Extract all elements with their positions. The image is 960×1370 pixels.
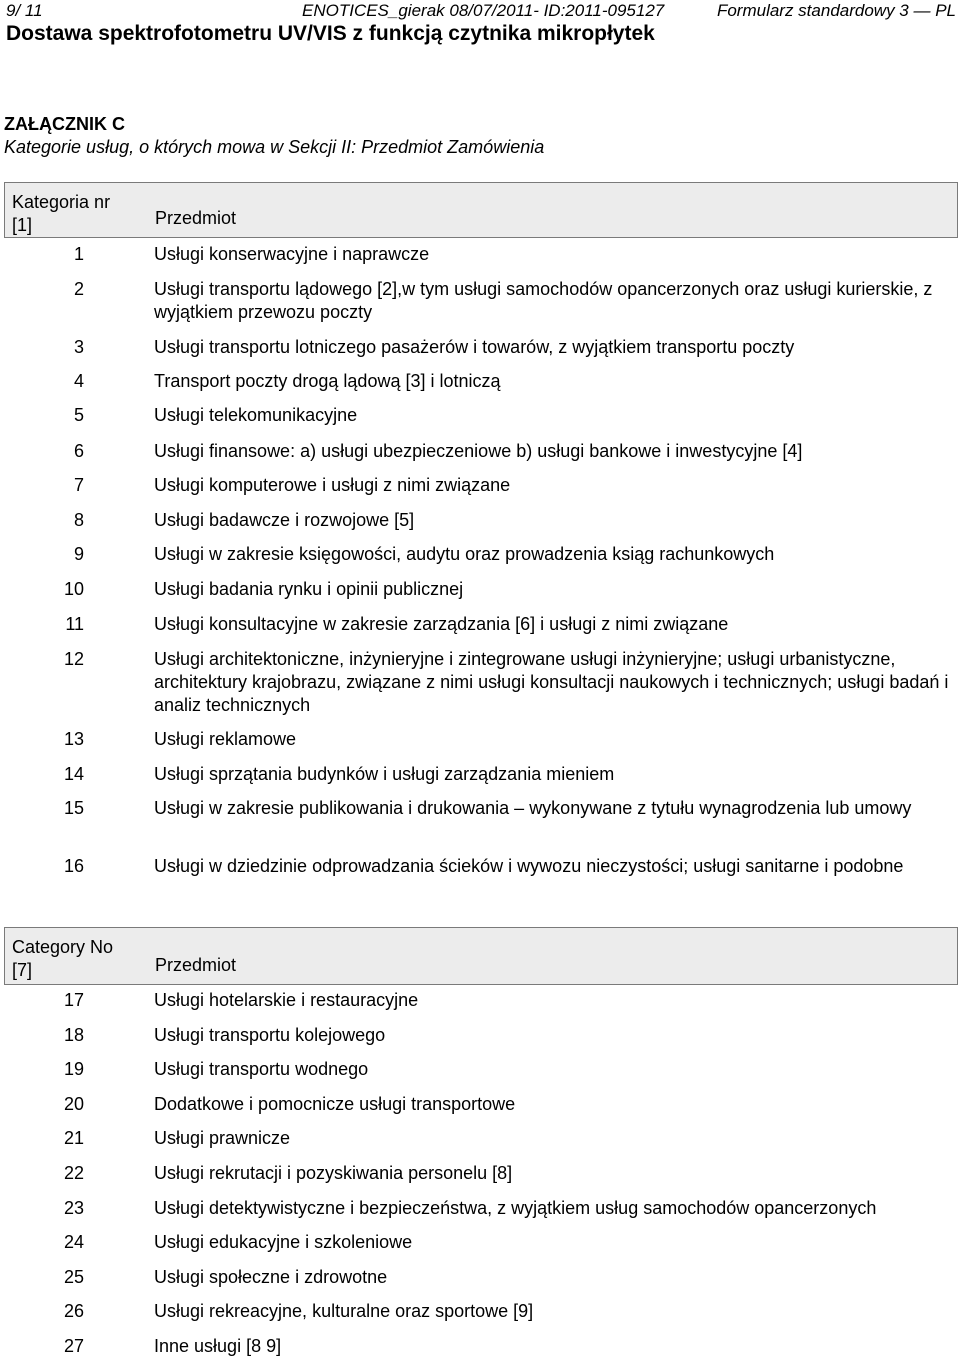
category-number: 6 bbox=[73, 441, 84, 461]
category-number: 18 bbox=[63, 1025, 84, 1045]
subject-header: Przedmiot bbox=[155, 208, 237, 228]
category-description: Usługi w dziedzinie odprowadzania ścieków i wywozu nieczystości; usługi sanitarne i podobne bbox=[154, 856, 904, 876]
category-description: Usługi transportu lotniczego pasażerów i towarów, z wyjątkiem transportu poczty bbox=[154, 337, 795, 357]
category-number: 12 bbox=[63, 649, 84, 669]
form-name: Formularz standardowy 3 — PL bbox=[716, 1, 956, 20]
category-number: 1 bbox=[73, 244, 84, 264]
category-number-header bbox=[5, 183, 145, 237]
page-header bbox=[6, 0, 956, 22]
category-description: Usługi transportu lądowego [2],w tym usługi samochodów opancerzonych oraz usługi kurierskie, z wyjątkiem przewozu poczty bbox=[154, 279, 933, 322]
category-description: Usługi detektywistyczne i bezpieczeństwa, z wyjątkiem usług samochodów opancerzonych bbox=[154, 1198, 877, 1218]
category-number: 8 bbox=[73, 510, 84, 530]
category-description: Usługi w zakresie publikowania i drukowania – wykonywane z tytułu wynagrodzenia lub umowy bbox=[154, 798, 912, 818]
category-description: Usługi finansowe: a) usługi ubezpieczeniowe b) usługi bankowe i inwestycyjne [4] bbox=[154, 441, 803, 461]
category-number: 23 bbox=[63, 1198, 84, 1218]
category-number: 14 bbox=[63, 764, 84, 784]
category-number: 16 bbox=[63, 856, 84, 876]
category-description: Usługi architektoniczne, inżynieryjne i zintegrowane usługi inżynieryjne; usługi urbanistyczne, architektury krajobrazu, związane z nimi usługi konsultacji naukowych i technicznych; usługi badań i analiz technicznych bbox=[154, 649, 949, 715]
category-description: Usługi edukacyjne i szkoleniowe bbox=[154, 1232, 413, 1252]
page-number: 9/ 11 bbox=[6, 1, 43, 20]
category-number: 9 bbox=[73, 544, 84, 564]
category-number: 21 bbox=[63, 1128, 84, 1148]
category-description: Dodatkowe i pomocnicze usługi transportowe bbox=[154, 1094, 516, 1114]
category-header-line1: Category No bbox=[12, 937, 114, 957]
category-description: Usługi transportu wodnego bbox=[154, 1059, 369, 1079]
category-description: Usługi prawnicze bbox=[154, 1128, 291, 1148]
category-number: 13 bbox=[63, 729, 84, 749]
subject-header: Przedmiot bbox=[155, 955, 237, 975]
category-description: Usługi sprzątania budynków i usługi zarządzania mieniem bbox=[154, 764, 615, 784]
category-number: 17 bbox=[63, 990, 84, 1010]
category-header-line1: Kategoria nr bbox=[12, 192, 111, 212]
category-number: 10 bbox=[63, 579, 84, 599]
category-description: Usługi rekrutacji i pozyskiwania personelu [8] bbox=[154, 1163, 513, 1183]
service-categories-table-1 bbox=[4, 182, 958, 876]
notice-id: ENOTICES_gierak 08/07/2011- ID:2011-095127 bbox=[302, 1, 665, 20]
table-header bbox=[4, 182, 958, 238]
category-number: 19 bbox=[63, 1059, 84, 1079]
category-number: 11 bbox=[65, 614, 84, 634]
category-header-line2: [1] bbox=[12, 215, 33, 235]
category-description: Usługi w zakresie księgowości, audytu oraz prowadzenia ksiąg rachunkowych bbox=[154, 544, 775, 564]
service-categories-table-2 bbox=[4, 927, 958, 1356]
category-description: Transport poczty drogą lądową [3] i lotniczą bbox=[154, 371, 501, 391]
category-description: Usługi komputerowe i usługi z nimi związane bbox=[154, 475, 511, 495]
category-description: Usługi badawcze i rozwojowe [5] bbox=[154, 510, 415, 530]
category-number: 24 bbox=[63, 1232, 84, 1252]
category-description: Usługi rekreacyjne, kulturalne oraz sportowe [9] bbox=[154, 1301, 534, 1321]
document-title: Dostawa spektrofotometru UV/VIS z funkcją czytnika mikropłytek bbox=[6, 22, 655, 45]
annex-subtitle: Kategorie usług, o których mowa w Sekcji II: Przedmiot Zamówienia bbox=[4, 137, 545, 157]
category-number: 4 bbox=[73, 371, 84, 391]
category-description: Usługi badania rynku i opinii publicznej bbox=[154, 579, 464, 599]
annex-title: ZAŁĄCZNIK C bbox=[4, 114, 125, 134]
category-number: 7 bbox=[73, 475, 84, 495]
category-description: Inne usługi [8 9] bbox=[154, 1336, 282, 1356]
category-description: Usługi konserwacyjne i naprawcze bbox=[154, 244, 430, 264]
category-number-header bbox=[5, 928, 145, 982]
category-description: Usługi społeczne i zdrowotne bbox=[154, 1267, 388, 1287]
table-header bbox=[4, 927, 958, 985]
category-description: Usługi hotelarskie i restauracyjne bbox=[154, 990, 419, 1010]
category-number: 15 bbox=[63, 798, 84, 818]
category-number: 26 bbox=[63, 1301, 84, 1321]
category-description: Usługi reklamowe bbox=[154, 729, 297, 749]
category-description: Usługi telekomunikacyjne bbox=[154, 405, 358, 425]
category-number: 2 bbox=[73, 279, 84, 299]
category-description: Usługi konsultacyjne w zakresie zarządzania [6] i usługi z nimi związane bbox=[154, 614, 729, 634]
category-number: 27 bbox=[63, 1336, 84, 1356]
category-number: 3 bbox=[73, 337, 84, 357]
category-number: 25 bbox=[63, 1267, 84, 1287]
category-description: Usługi transportu kolejowego bbox=[154, 1025, 386, 1045]
category-header-line2: [7] bbox=[12, 960, 33, 980]
category-number: 5 bbox=[73, 405, 84, 425]
category-number: 20 bbox=[63, 1094, 84, 1114]
category-number: 22 bbox=[63, 1163, 84, 1183]
